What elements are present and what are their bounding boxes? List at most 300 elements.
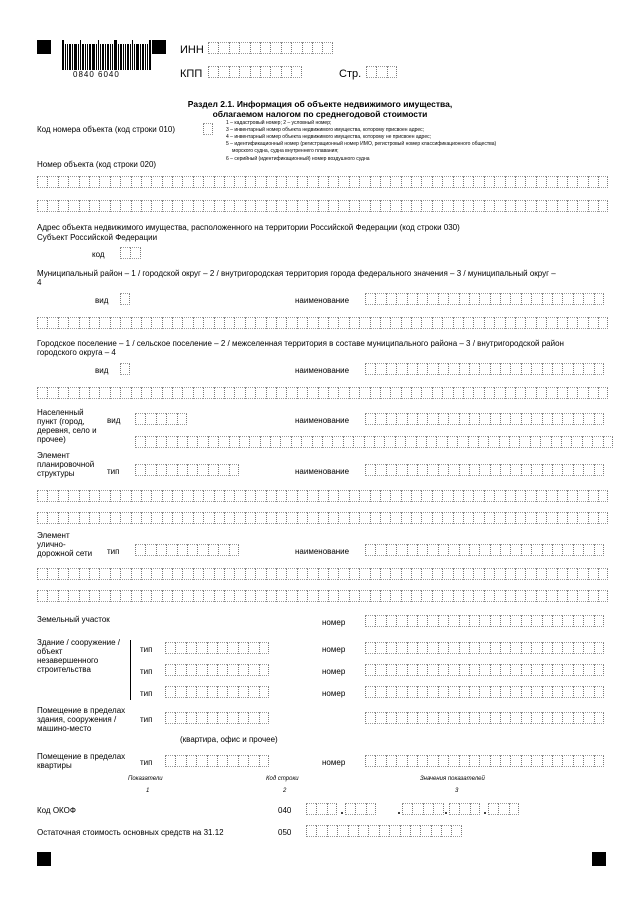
char-cell[interactable] [557,317,567,329]
char-cell[interactable] [162,512,172,524]
okof-field-group-3[interactable] [402,803,444,815]
char-cell[interactable] [266,490,276,502]
char-cell[interactable] [250,66,260,78]
char-cell[interactable] [316,803,326,815]
char-cell[interactable] [405,436,415,448]
char-cell[interactable] [276,490,286,502]
char-cell[interactable] [165,755,175,767]
char-cell[interactable] [365,413,375,425]
object-number-field-row1[interactable] [37,176,608,188]
char-cell[interactable] [510,686,520,698]
char-cell[interactable] [542,755,552,767]
char-cell[interactable] [438,755,448,767]
char-cell[interactable] [436,436,446,448]
char-cell[interactable] [229,436,239,448]
char-cell[interactable] [227,755,237,767]
char-cell[interactable] [463,512,473,524]
char-cell[interactable] [536,590,546,602]
char-cell[interactable] [562,544,572,556]
char-cell[interactable] [500,464,510,476]
char-cell[interactable] [407,755,417,767]
char-cell[interactable] [411,590,421,602]
char-cell[interactable] [177,464,187,476]
char-cell[interactable] [375,464,385,476]
char-cell[interactable] [448,686,458,698]
char-cell[interactable] [536,387,546,399]
char-cell[interactable] [217,755,227,767]
char-cell[interactable] [229,544,239,556]
char-cell[interactable] [421,317,431,329]
char-cell[interactable] [259,712,269,724]
page-number-field[interactable] [366,66,397,78]
char-cell[interactable] [421,590,431,602]
char-cell[interactable] [594,544,604,556]
char-cell[interactable] [58,490,68,502]
kpp-field[interactable] [208,66,302,78]
char-cell[interactable] [270,436,280,448]
char-cell[interactable] [490,293,500,305]
char-cell[interactable] [234,387,244,399]
char-cell[interactable] [562,464,572,476]
char-cell[interactable] [420,825,430,837]
char-cell[interactable] [281,66,291,78]
char-cell[interactable] [224,490,234,502]
char-cell[interactable] [120,247,130,259]
municipal-name-field[interactable] [365,293,604,305]
char-cell[interactable] [473,200,483,212]
char-cell[interactable] [396,712,406,724]
char-cell[interactable] [286,568,296,580]
char-cell[interactable] [567,387,577,399]
char-cell[interactable] [417,363,427,375]
char-cell[interactable] [203,568,213,580]
char-cell[interactable] [217,642,227,654]
char-cell[interactable] [386,664,396,676]
char-cell[interactable] [594,363,604,375]
char-cell[interactable] [536,512,546,524]
char-cell[interactable] [459,803,469,815]
char-cell[interactable] [120,176,130,188]
char-cell[interactable] [245,317,255,329]
char-cell[interactable] [468,436,478,448]
char-cell[interactable] [248,664,258,676]
char-cell[interactable] [442,590,452,602]
char-cell[interactable] [525,317,535,329]
char-cell[interactable] [427,293,437,305]
char-cell[interactable] [349,490,359,502]
char-cell[interactable] [469,686,479,698]
char-cell[interactable] [328,200,338,212]
char-cell[interactable] [473,387,483,399]
char-cell[interactable] [577,317,587,329]
char-cell[interactable] [536,176,546,188]
char-cell[interactable] [463,317,473,329]
char-cell[interactable] [151,590,161,602]
planning-name-field-row3[interactable] [37,512,608,524]
char-cell[interactable] [588,590,598,602]
char-cell[interactable] [162,490,172,502]
char-cell[interactable] [297,317,307,329]
char-cell[interactable] [141,176,151,188]
char-cell[interactable] [573,413,583,425]
char-cell[interactable] [172,590,182,602]
char-cell[interactable] [531,464,541,476]
char-cell[interactable] [396,464,406,476]
char-cell[interactable] [186,755,196,767]
char-cell[interactable] [365,544,375,556]
char-cell[interactable] [375,615,385,627]
char-cell[interactable] [448,544,458,556]
char-cell[interactable] [411,387,421,399]
char-cell[interactable] [598,568,608,580]
building-type-field-3[interactable] [165,686,269,698]
char-cell[interactable] [120,512,130,524]
char-cell[interactable] [224,200,234,212]
char-cell[interactable] [567,590,577,602]
char-cell[interactable] [484,200,494,212]
char-cell[interactable] [307,317,317,329]
char-cell[interactable] [368,825,378,837]
char-cell[interactable] [89,200,99,212]
char-cell[interactable] [182,200,192,212]
char-cell[interactable] [438,293,448,305]
char-cell[interactable] [255,512,265,524]
char-cell[interactable] [484,387,494,399]
char-cell[interactable] [438,615,448,627]
char-cell[interactable] [214,512,224,524]
char-cell[interactable] [68,200,78,212]
char-cell[interactable] [259,686,269,698]
char-cell[interactable] [266,200,276,212]
char-cell[interactable] [519,436,529,448]
char-cell[interactable] [193,568,203,580]
char-cell[interactable] [500,712,510,724]
char-cell[interactable] [162,387,172,399]
char-cell[interactable] [515,512,525,524]
char-cell[interactable] [375,686,385,698]
char-cell[interactable] [557,200,567,212]
char-cell[interactable] [583,293,593,305]
municipal-kind-field[interactable] [120,293,130,305]
char-cell[interactable] [588,317,598,329]
char-cell[interactable] [573,664,583,676]
char-cell[interactable] [286,200,296,212]
char-cell[interactable] [426,436,436,448]
char-cell[interactable] [594,712,604,724]
char-cell[interactable] [433,803,443,815]
char-cell[interactable] [542,293,552,305]
char-cell[interactable] [151,317,161,329]
char-cell[interactable] [370,176,380,188]
char-cell[interactable] [469,464,479,476]
char-cell[interactable] [370,387,380,399]
char-cell[interactable] [229,66,239,78]
char-cell[interactable] [207,664,217,676]
char-cell[interactable] [89,568,99,580]
char-cell[interactable] [79,387,89,399]
char-cell[interactable] [110,590,120,602]
char-cell[interactable] [248,686,258,698]
char-cell[interactable] [432,317,442,329]
char-cell[interactable] [438,464,448,476]
char-cell[interactable] [479,464,489,476]
char-cell[interactable] [166,544,176,556]
char-cell[interactable] [365,293,375,305]
premises-number-field[interactable] [365,712,604,724]
char-cell[interactable] [120,200,130,212]
building-type-field-2[interactable] [165,664,269,676]
char-cell[interactable] [542,413,552,425]
char-cell[interactable] [349,317,359,329]
char-cell[interactable] [380,490,390,502]
char-cell[interactable] [552,363,562,375]
char-cell[interactable] [384,436,394,448]
char-cell[interactable] [407,544,417,556]
char-cell[interactable] [525,176,535,188]
char-cell[interactable] [521,686,531,698]
char-cell[interactable] [509,803,519,815]
char-cell[interactable] [396,686,406,698]
char-cell[interactable] [255,568,265,580]
char-cell[interactable] [531,755,541,767]
char-cell[interactable] [58,590,68,602]
char-cell[interactable] [380,590,390,602]
char-cell[interactable] [203,176,213,188]
char-cell[interactable] [386,363,396,375]
char-cell[interactable] [562,712,572,724]
char-cell[interactable] [500,293,510,305]
char-cell[interactable] [145,436,155,448]
char-cell[interactable] [141,200,151,212]
char-cell[interactable] [349,590,359,602]
building-number-field-2[interactable] [365,664,604,676]
char-cell[interactable] [494,590,504,602]
char-cell[interactable] [302,42,312,54]
char-cell[interactable] [442,387,452,399]
char-cell[interactable] [396,363,406,375]
char-cell[interactable] [322,42,332,54]
char-cell[interactable] [494,176,504,188]
char-cell[interactable] [557,568,567,580]
char-cell[interactable] [510,293,520,305]
char-cell[interactable] [47,590,57,602]
char-cell[interactable] [266,590,276,602]
planning-type-field[interactable] [135,464,239,476]
char-cell[interactable] [224,512,234,524]
char-cell[interactable] [266,317,276,329]
char-cell[interactable] [365,755,375,767]
char-cell[interactable] [598,590,608,602]
settlement-name-field[interactable] [365,363,604,375]
char-cell[interactable] [542,464,552,476]
char-cell[interactable] [131,387,141,399]
char-cell[interactable] [141,512,151,524]
char-cell[interactable] [571,436,581,448]
char-cell[interactable] [245,200,255,212]
char-cell[interactable] [594,664,604,676]
char-cell[interactable] [328,512,338,524]
char-cell[interactable] [562,664,572,676]
char-cell[interactable] [238,642,248,654]
char-cell[interactable] [196,664,206,676]
char-cell[interactable] [89,176,99,188]
char-cell[interactable] [375,712,385,724]
char-cell[interactable] [141,490,151,502]
char-cell[interactable] [58,568,68,580]
char-cell[interactable] [505,490,515,502]
char-cell[interactable] [197,544,207,556]
char-cell[interactable] [407,664,417,676]
char-cell[interactable] [479,413,489,425]
char-cell[interactable] [203,490,213,502]
char-cell[interactable] [239,42,249,54]
char-cell[interactable] [390,490,400,502]
char-cell[interactable] [196,686,206,698]
char-cell[interactable] [193,200,203,212]
char-cell[interactable] [172,568,182,580]
char-cell[interactable] [407,642,417,654]
char-cell[interactable] [469,544,479,556]
char-cell[interactable] [245,590,255,602]
char-cell[interactable] [432,200,442,212]
char-cell[interactable] [297,568,307,580]
char-cell[interactable] [521,464,531,476]
char-cell[interactable] [417,755,427,767]
char-cell[interactable] [172,317,182,329]
char-cell[interactable] [546,200,556,212]
char-cell[interactable] [229,42,239,54]
char-cell[interactable] [386,293,396,305]
char-cell[interactable] [276,200,286,212]
char-cell[interactable] [531,642,541,654]
char-cell[interactable] [573,363,583,375]
char-cell[interactable] [239,66,249,78]
char-cell[interactable] [551,436,561,448]
char-cell[interactable] [141,590,151,602]
char-cell[interactable] [488,803,498,815]
char-cell[interactable] [162,590,172,602]
char-cell[interactable] [470,803,480,815]
char-cell[interactable] [390,200,400,212]
char-cell[interactable] [525,568,535,580]
char-cell[interactable] [380,176,390,188]
road-name-field-row2[interactable] [37,568,608,580]
char-cell[interactable] [417,664,427,676]
char-cell[interactable] [338,568,348,580]
char-cell[interactable] [441,825,451,837]
char-cell[interactable] [594,755,604,767]
char-cell[interactable] [359,200,369,212]
char-cell[interactable] [345,803,355,815]
char-cell[interactable] [395,436,405,448]
char-cell[interactable] [525,200,535,212]
char-cell[interactable] [99,387,109,399]
char-cell[interactable] [557,512,567,524]
char-cell[interactable] [376,66,386,78]
char-cell[interactable] [249,436,259,448]
char-cell[interactable] [448,464,458,476]
char-cell[interactable] [193,590,203,602]
char-cell[interactable] [380,512,390,524]
char-cell[interactable] [370,512,380,524]
char-cell[interactable] [583,755,593,767]
char-cell[interactable] [536,568,546,580]
char-cell[interactable] [217,712,227,724]
char-cell[interactable] [245,176,255,188]
char-cell[interactable] [318,317,328,329]
char-cell[interactable] [58,176,68,188]
char-cell[interactable] [417,686,427,698]
char-cell[interactable] [500,686,510,698]
char-cell[interactable] [156,544,166,556]
char-cell[interactable] [370,200,380,212]
char-cell[interactable] [473,317,483,329]
char-cell[interactable] [187,464,197,476]
planning-name-field[interactable] [365,464,604,476]
char-cell[interactable] [438,664,448,676]
char-cell[interactable] [89,590,99,602]
char-cell[interactable] [193,317,203,329]
char-cell[interactable] [401,200,411,212]
char-cell[interactable] [427,642,437,654]
char-cell[interactable] [131,590,141,602]
char-cell[interactable] [459,464,469,476]
char-cell[interactable] [573,686,583,698]
char-cell[interactable] [245,568,255,580]
char-cell[interactable] [68,590,78,602]
char-cell[interactable] [156,436,166,448]
char-cell[interactable] [89,317,99,329]
char-cell[interactable] [68,568,78,580]
char-cell[interactable] [359,176,369,188]
okof-field-group-1[interactable] [306,803,337,815]
locality-kind-field[interactable] [135,413,187,425]
char-cell[interactable] [359,490,369,502]
char-cell[interactable] [227,664,237,676]
char-cell[interactable] [515,317,525,329]
char-cell[interactable] [338,387,348,399]
char-cell[interactable] [349,176,359,188]
char-cell[interactable] [567,176,577,188]
char-cell[interactable] [401,568,411,580]
char-cell[interactable] [365,363,375,375]
char-cell[interactable] [207,686,217,698]
char-cell[interactable] [438,712,448,724]
char-cell[interactable] [337,825,347,837]
char-cell[interactable] [542,686,552,698]
char-cell[interactable] [365,686,375,698]
char-cell[interactable] [427,664,437,676]
char-cell[interactable] [521,712,531,724]
char-cell[interactable] [99,568,109,580]
char-cell[interactable] [557,490,567,502]
char-cell[interactable] [297,176,307,188]
char-cell[interactable] [328,490,338,502]
char-cell[interactable] [276,176,286,188]
char-cell[interactable] [490,664,500,676]
char-cell[interactable] [68,387,78,399]
char-cell[interactable] [583,615,593,627]
char-cell[interactable] [110,568,120,580]
char-cell[interactable] [58,317,68,329]
char-cell[interactable] [270,42,280,54]
char-cell[interactable] [99,200,109,212]
char-cell[interactable] [218,464,228,476]
char-cell[interactable] [531,544,541,556]
char-cell[interactable] [193,512,203,524]
char-cell[interactable] [224,568,234,580]
char-cell[interactable] [182,590,192,602]
